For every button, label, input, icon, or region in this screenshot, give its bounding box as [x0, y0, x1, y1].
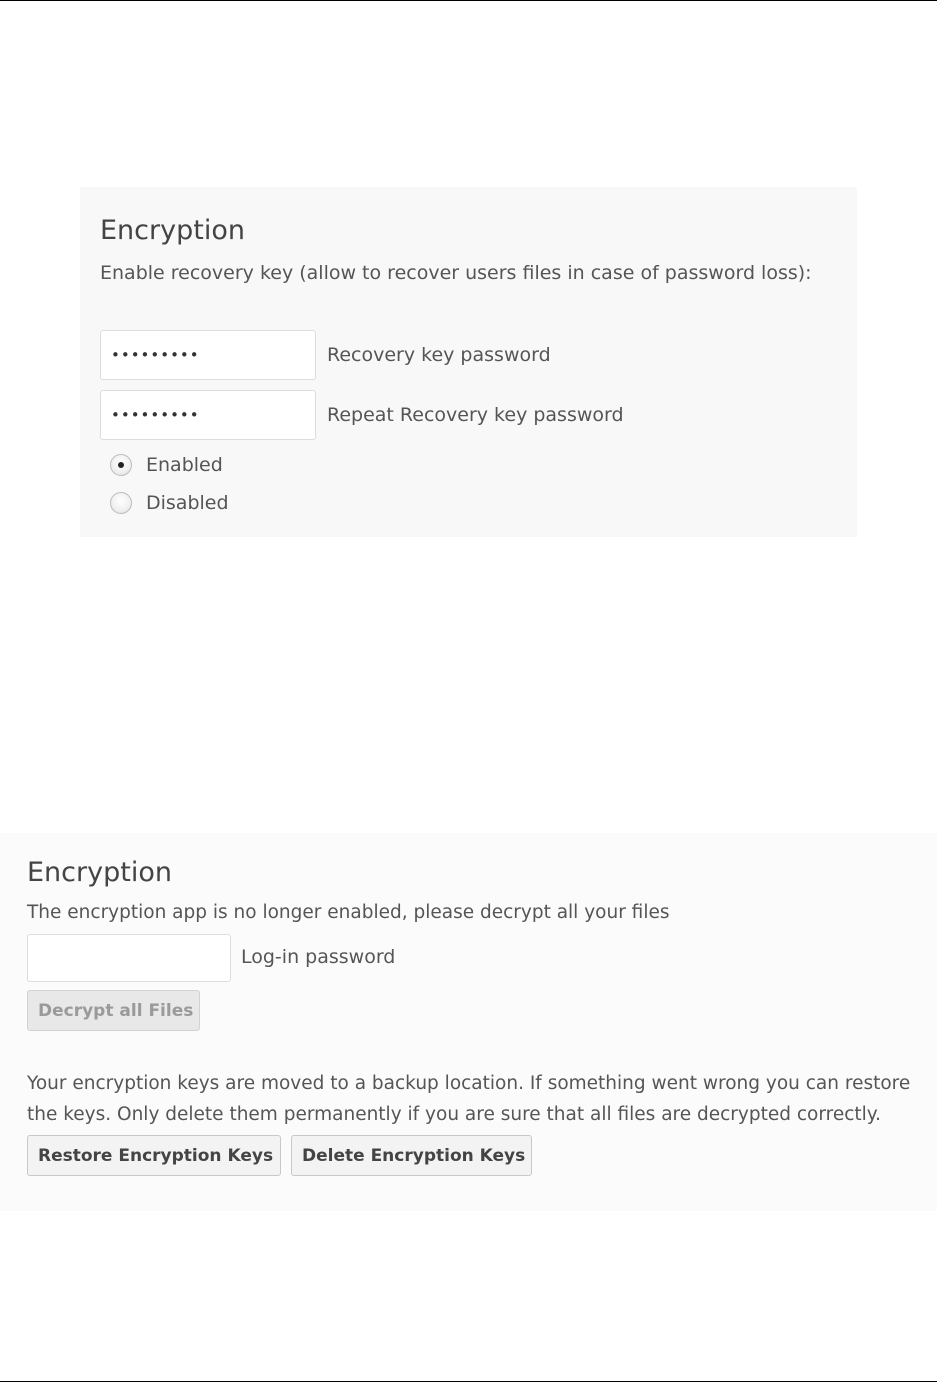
personal-encryption-section [0, 833, 937, 1211]
recovery-password-input[interactable] [100, 330, 316, 380]
decrypt-description: The encryption app is no longer enabled, please decrypt all your files [27, 902, 670, 923]
backup-line-2: the keys. Only delete them permanently if you are sure that all files are decrypted correctly. [27, 1104, 881, 1125]
radio-disabled[interactable] [110, 492, 132, 514]
recovery-key-description: Enable recovery key (allow to recover users files in case of password loss): [100, 262, 812, 284]
login-password-label: Log-in password [241, 946, 396, 968]
admin-encryption-section [80, 187, 857, 537]
recovery-password-label: Recovery key password [327, 344, 551, 366]
repeat-recovery-password-input[interactable] [100, 390, 316, 440]
decrypt-all-files-button[interactable]: Decrypt all Files [27, 990, 200, 1031]
admin-section-title: Encryption [100, 215, 245, 246]
backup-line-1: Your encryption keys are moved to a backup location. If something went wrong you can restore [27, 1073, 911, 1094]
personal-section-title: Encryption [27, 857, 172, 888]
delete-encryption-keys-button[interactable]: Delete Encryption Keys [291, 1135, 532, 1176]
radio-disabled-label[interactable]: Disabled [146, 492, 229, 514]
radio-enabled[interactable] [110, 454, 132, 476]
radio-selected-dot [118, 462, 124, 468]
repeat-recovery-password-label: Repeat Recovery key password [327, 404, 624, 426]
login-password-input[interactable] [27, 934, 231, 982]
radio-enabled-label[interactable]: Enabled [146, 454, 223, 476]
backup-keys-description [27, 1068, 937, 1130]
restore-encryption-keys-button[interactable]: Restore Encryption Keys [27, 1135, 281, 1176]
